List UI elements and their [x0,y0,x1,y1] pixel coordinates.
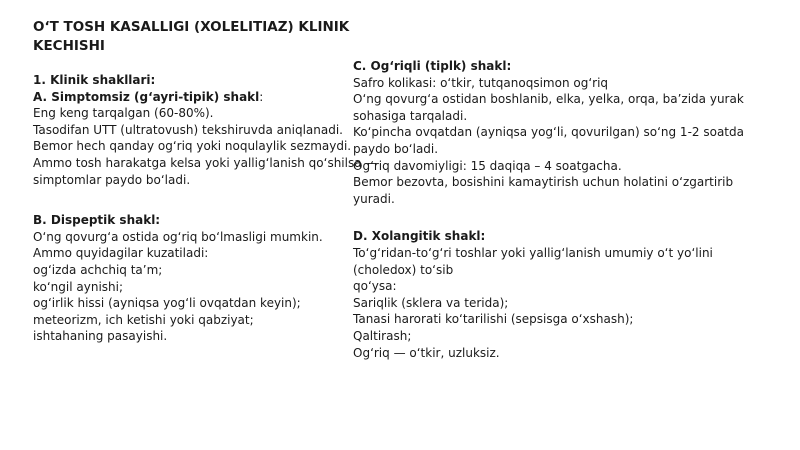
section-b-line: O‘ng qovurg‘a ostida og‘riq bo‘lmasligi mumkin. [33,229,323,244]
section-b-line: og‘irlik hissi (ayniqsa yog‘li ovqatdan keyin); [33,296,301,311]
section-a-heading-line [33,89,353,106]
spacer [33,188,353,212]
section-b-line: ko‘ngil aynishi; [33,279,124,294]
section-c-line: Ko‘pincha ovqatdan (ayniqsa yog‘li, qovurilgan) so‘ng 1-2 soatda paydo bo‘ladi. [353,125,744,156]
section-a-line: Tasodifan UTT (ultratovush) tekshiruvda aniqlanadi. [33,122,343,137]
section-a-line: Bemor hech qanday og‘riq yoki noqulaylik sezmaydi. [33,139,352,154]
section-b-heading: B. Dispeptik shakl: [33,213,161,228]
section-a-line: Ammo tosh harakatga kelsa yoki yallig‘lanish qo‘shilsa — [33,155,378,170]
section-a-line: Eng keng tarqalgan (60-80%). [33,106,214,121]
slide-title: O‘T TOSH KASALLIGI (XOLELITIAZ) KLINIK KECHISHI [33,19,350,54]
section-c-line: Og‘riq davomiyligi: 15 daqiqa – 4 soatgacha. [353,158,622,173]
spacer [353,207,773,228]
section-c-line: O‘ng qovurg‘a ostidan boshlanib, elka, yelka, orqa, ba’zida yurak sohasiga tarqaladi. [353,92,744,123]
section-d-line: To‘g‘ridan-to‘g‘ri toshlar yoki yallig‘lanish umumiy o‘t yo‘lini (choledox) to‘sib [353,245,713,277]
section-b-line: meteorizm, ich ketishi yoki qabziyat; [33,312,254,327]
section-c-line: Safro kolikasi: o‘tkir, tutqanoqsimon og‘riq [353,75,609,90]
section-a-heading-colon: : [259,89,264,104]
section-b-line: ishtahaning pasayishi. [33,329,168,344]
section-d-line: Tanasi harorati ko‘tarilishi (sepsisga o‘xshash); [353,312,634,327]
section-d-line: Sariqlik (sklera va terida); [353,295,509,310]
section-a-line: simptomlar paydo bo‘ladi. [33,172,191,187]
section-d-heading: D. Xolangitik shakl: [353,229,486,244]
section-title: 1. Klinik shakllari: [33,73,156,87]
section-b-line: og‘izda achchiq ta’m; [33,262,163,277]
section-d-line: Og‘riq — o‘tkir, uzluksiz. [353,345,500,360]
section-b-line: Ammo quyidagilar kuzatiladi: [33,246,209,261]
section-a-heading: A. Simptomsiz (g‘ayri-tipik) shakl [33,89,260,104]
section-c-line: Bemor bezovta, bosishini kamaytirish uchun holatini o‘zgartirib yuradi. [353,175,734,206]
section-d-line: Qaltirash; [353,328,412,343]
right-column [353,58,773,361]
section-d-line: qo‘ysa: [353,279,397,294]
section-c-heading: C. Og‘riqli (tiplk) shakl: [353,59,512,73]
